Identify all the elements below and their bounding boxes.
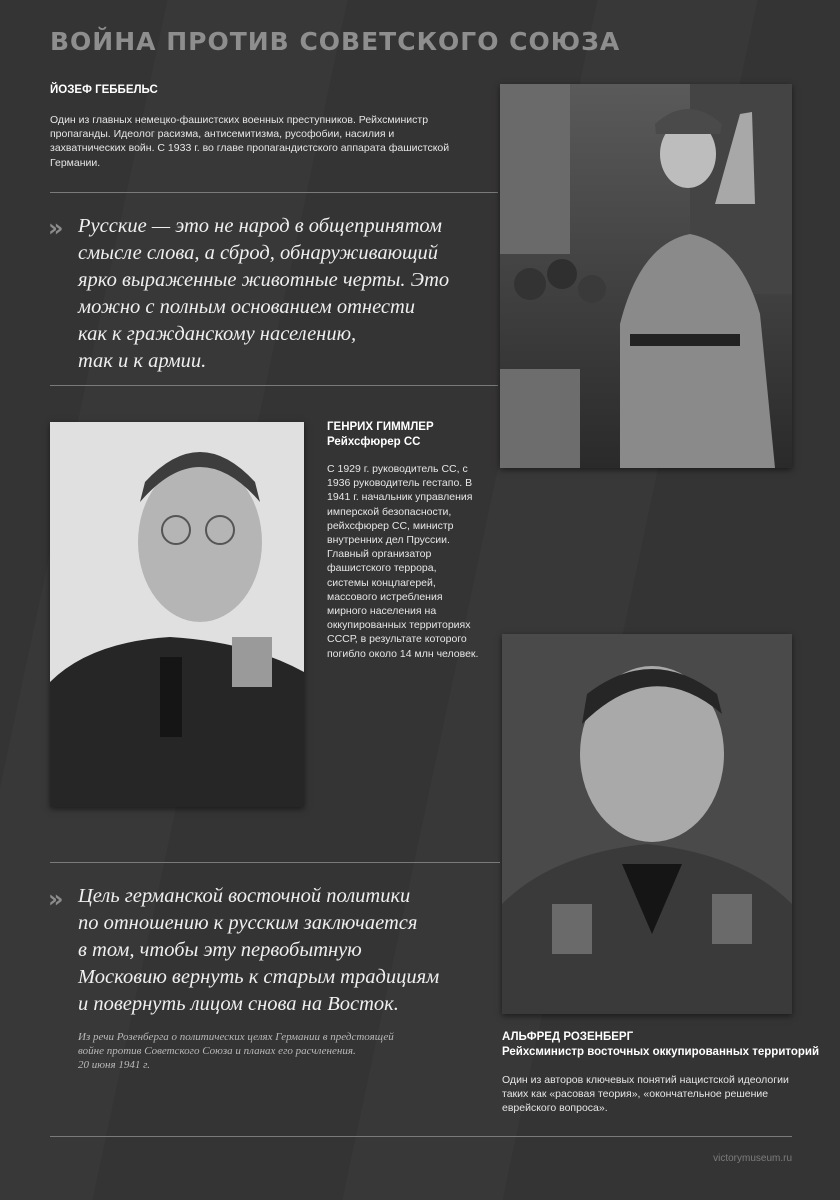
himmler-role: Рейхсфюрер СС xyxy=(327,436,421,448)
footer-url[interactable]: victorymuseum.ru xyxy=(713,1153,792,1164)
himmler-bio: С 1929 г. руководитель СС, с 1936 руководитель гестапо. В 1941 г. начальник управления имперской безопасности, рейхсфюрер СС, министр внутренних дел Пруссии. Главный организатор фашистского террора, системы концлагерей, массового истребления мирного населения на оккупированных территориях СССР, в результате которого погибло около 14 млн человек. xyxy=(327,463,479,660)
rosenberg-photo xyxy=(502,634,792,1014)
quote-chevron-icon: » xyxy=(48,214,64,242)
divider xyxy=(50,192,498,193)
divider xyxy=(50,385,498,386)
page-title: ВОЙНА ПРОТИВ СОВЕТСКОГО СОЮЗА xyxy=(50,27,621,56)
quote-chevron-icon: » xyxy=(48,885,64,913)
rosenberg-quote: Цель германской восточной политики по отношению к русским заключается в том, чтобы эту первобытную Московию вернуть к старым традициям и повернуть лицом снова на Восток. xyxy=(78,885,440,1015)
divider xyxy=(50,862,500,863)
rosenberg-role: Рейхсминистр восточных оккупированных территорий xyxy=(502,1046,820,1058)
rosenberg-name: АЛЬФРЕД РОЗЕНБЕРГ xyxy=(502,1031,634,1043)
goebbels-name: ЙОЗЕФ ГЕББЕЛЬС xyxy=(50,84,158,96)
himmler-name: ГЕНРИХ ГИММЛЕР xyxy=(327,421,434,433)
himmler-photo xyxy=(50,422,304,807)
rosenberg-quote-source: Из речи Розенберга о политических целях Германии в предстоящей войне против Советского Союза и планах его расчленения. 20 июня 1941 г. xyxy=(78,1031,394,1071)
footer-divider xyxy=(50,1136,792,1137)
rosenberg-bio: Один из авторов ключевых понятий нацистской идеологии таких как «расовая теория», «окончательное решение еврейского вопроса». xyxy=(502,1074,789,1115)
goebbels-quote: Русские — это не народ в общепринятом смысле слова, а сброд, обнаруживающий ярко выраженные животные черты. Это можно с полным основанием отнести как к гражданскому населению, так и к армии. xyxy=(78,215,450,372)
goebbels-photo xyxy=(500,84,792,468)
goebbels-bio: Один из главных немецко-фашистских военных преступников. Рейхсминистр пропаганды. Идеолог расизма, антисемитизма, русофобии, насилия и захватнических войн. С 1933 г. во главе пропагандистского аппарата фашистской Германии. xyxy=(50,114,450,169)
